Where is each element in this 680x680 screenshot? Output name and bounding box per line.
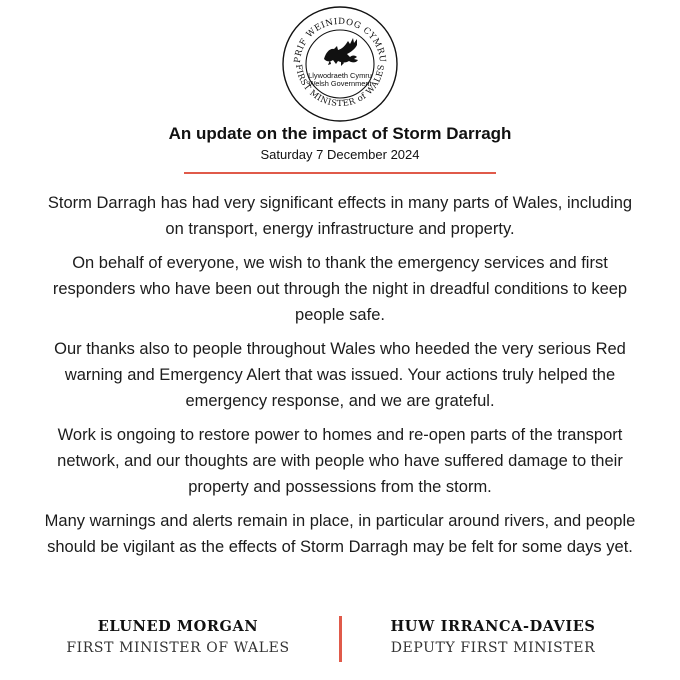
dragon-icon: [324, 38, 358, 66]
seal-line2: Welsh Government: [308, 79, 372, 88]
title-divider: [184, 172, 496, 174]
seal-line1: Llywodraeth Cymru: [308, 71, 372, 80]
signatory-name: HUW IRRANCA-DAVIES: [390, 618, 596, 635]
signatory-role: FIRST MINISTER OF WALES: [66, 640, 290, 656]
signature-divider: [339, 616, 342, 662]
welsh-government-seal: [278, 2, 402, 126]
paragraph: On behalf of everyone, we wish to thank the emergency services and first responders who have been out through the night in dreadful conditions to keep people safe.: [52, 254, 628, 324]
paragraph: Our thanks also to people throughout Wales who heeded the very serious Red warning and Emergency Alert that was issued. Your actions truly helped the emergency response, and we are grateful.: [54, 340, 626, 410]
seal-arc-top-text: PRIF WEINIDOG CYMRU: [292, 16, 388, 64]
page-title: An update on the impact of Storm Darragh: [168, 124, 512, 143]
statement-body: [40, 191, 640, 569]
paragraph: Many warnings and alerts remain in place, in particular around rivers, and people should be vigilant as the effects of Storm Darragh may be felt for some days yet.: [44, 512, 636, 556]
signatory-first-minister: [33, 618, 323, 656]
signatory-deputy-first-minister: [348, 618, 638, 656]
welsh-dragon-seal-icon: [278, 2, 402, 126]
paragraph: Storm Darragh has had very significant effects in many parts of Wales, including on transport, energy infrastructure and property.: [47, 194, 633, 238]
paragraph: Work is ongoing to restore power to homes and re-open parts of the transport network, and our thoughts are with people who have suffered damage to their property and possessions from the storm.: [57, 426, 623, 496]
signatory-name: ELUNED MORGAN: [97, 618, 259, 635]
statement-date: Saturday 7 December 2024: [260, 147, 420, 162]
seal-arc-bottom-text: FIRST MINISTER of WALES: [293, 63, 387, 109]
signatory-role: DEPUTY FIRST MINISTER: [390, 640, 596, 656]
